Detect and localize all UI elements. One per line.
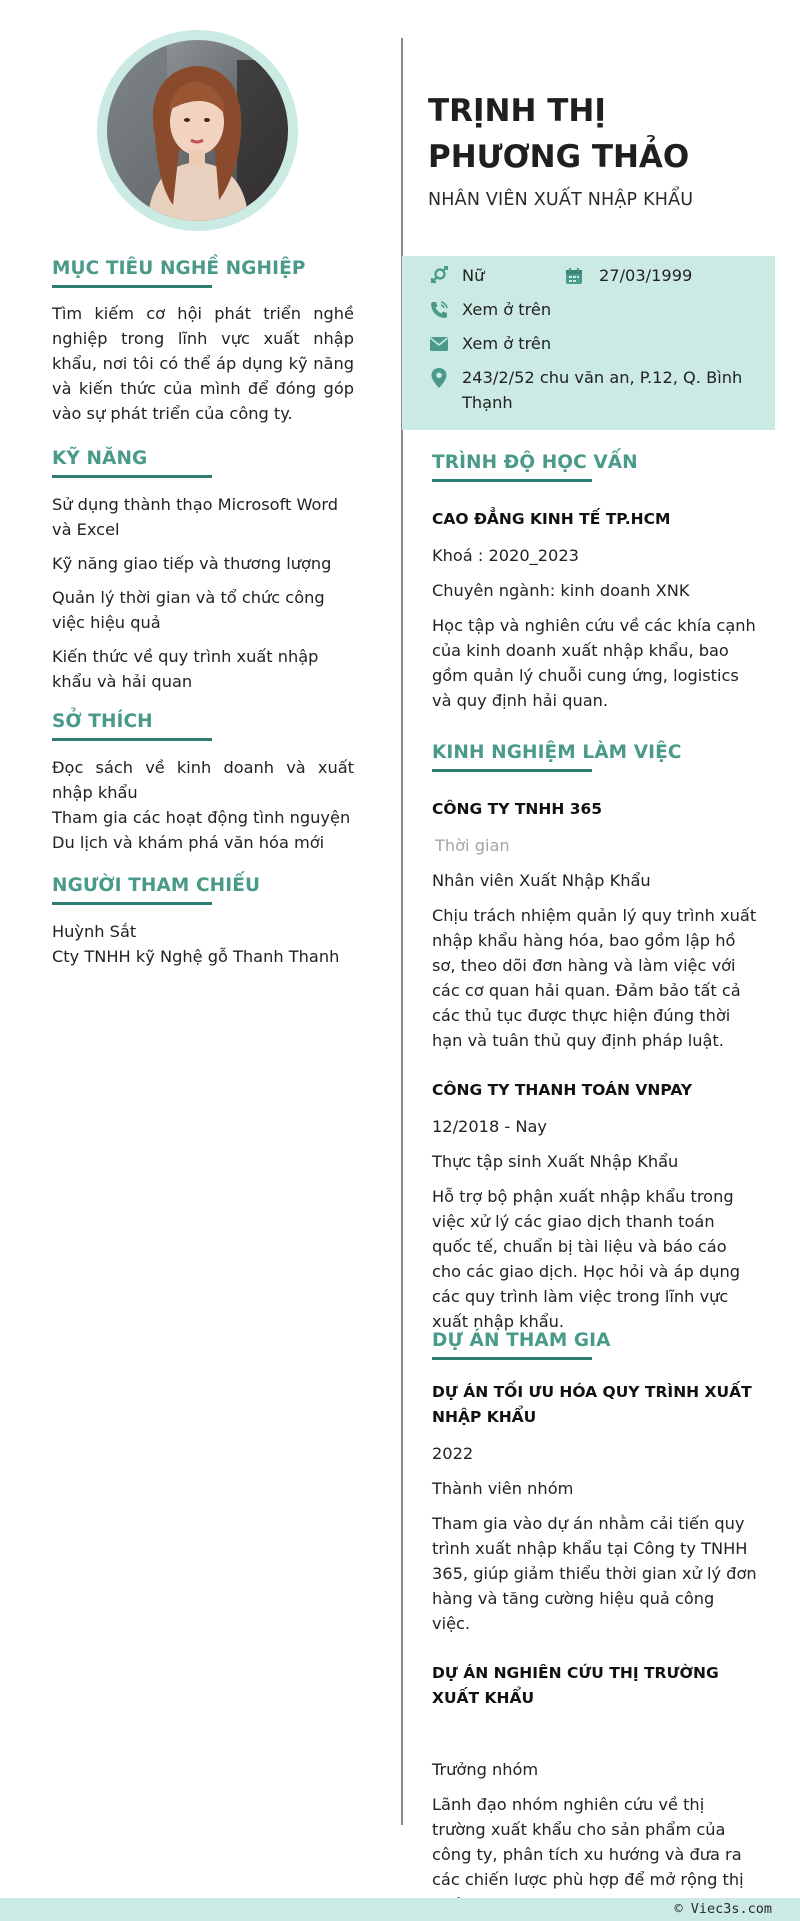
objective-text: Tìm kiếm cơ hội phát triển nghề nghiệp trong lĩnh vực xuất nhập khẩu, nơi tôi có thể áp dụng kỹ năng và kiến thức của mình để đóng góp vào sự phát triển của công ty. [52, 304, 354, 423]
avatar [107, 40, 288, 221]
section-underline [432, 769, 592, 772]
education-major: Chuyên ngành: kinh doanh XNK [432, 581, 690, 600]
hobby-item: Đọc sách về kinh doanh và xuất nhập khẩu [52, 758, 354, 802]
hobbies-title: SỞ THÍCH [52, 711, 153, 732]
project-name: DỰ ÁN TỐI ƯU HÓA QUY TRÌNH XUẤT NHẬP KHẨU [432, 1383, 752, 1426]
skills-list [52, 492, 354, 694]
experience-section [432, 742, 757, 1334]
references-section [52, 875, 354, 969]
job-time: 12/2018 - Nay [432, 1117, 547, 1136]
hobby-item: Tham gia các hoạt động tình nguyện [52, 808, 351, 827]
experience-title: KINH NGHIỆM LÀM VIỆC [432, 742, 682, 763]
hobbies-list [52, 755, 354, 855]
section-underline [52, 738, 212, 741]
education-description: Học tập và nghiên cứu về các khía cạnh của kinh doanh xuất nhập khẩu, bao gồm quản lý chuỗi cung ứng, logistics và quy định hải quan. [432, 616, 756, 710]
job-time: Thời gian [435, 836, 510, 855]
projects-section [432, 1330, 757, 1917]
project-role: Trưởng nhóm [432, 1760, 539, 1779]
education-course: Khoá : 2020_2023 [432, 546, 579, 565]
address-value: 243/2/52 chu văn an, P.12, Q. Bình Thạnh [462, 368, 743, 412]
project-role: Thành viên nhóm [432, 1479, 574, 1498]
avatar-frame [97, 30, 298, 231]
birthdate-value: 27/03/1999 [599, 266, 693, 285]
project-description: Lãnh đạo nhóm nghiên cứu về thị trường xuất khẩu cho sản phẩm của công ty, phân tích xu hướng và đưa ra các chiến lược phù hợp để mở rộng thị [432, 1795, 744, 1889]
skill-item: Quản lý thời gian và tổ chức công việc hiệu quả [52, 588, 325, 632]
job-entry [432, 1078, 757, 1334]
school-name: CAO ĐẲNG KINH TẾ TP.HCM [432, 510, 671, 528]
email-icon [428, 333, 450, 355]
project-entry [432, 1380, 757, 1636]
footer [0, 1898, 800, 1921]
reference-company: Cty TNHH kỹ Nghệ gỗ Thanh Thanh [52, 947, 340, 966]
references-title: NGƯỜI THAM CHIẾU [52, 875, 261, 896]
project-entry [432, 1661, 757, 1917]
portrait-photo [107, 40, 288, 221]
email-value: Xem ở trên [462, 334, 552, 353]
section-underline [52, 902, 212, 905]
skills-title: KỸ NĂNG [52, 448, 148, 469]
objective-section [52, 258, 354, 426]
job-company: CÔNG TY TNHH 365 [432, 800, 603, 818]
section-underline [52, 475, 212, 478]
project-time: 2022 [432, 1444, 474, 1463]
project-time [432, 1722, 757, 1747]
education-section [432, 452, 757, 713]
phone-value: Xem ở trên [462, 300, 552, 319]
reference-name: Huỳnh Sắt [52, 922, 137, 941]
gender-icon [428, 265, 450, 287]
contact-panel [402, 256, 775, 430]
gender-value: Nữ [462, 266, 485, 285]
skill-item: Kỹ năng giao tiếp và thương lượng [52, 554, 332, 573]
candidate-name: TRỊNH THỊ PHƯƠNG THẢO [428, 93, 690, 175]
job-role: Nhân viên Xuất Nhập Khẩu [432, 871, 651, 890]
candidate-position: NHÂN VIÊN XUẤT NHẬP KHẨU [428, 190, 694, 210]
section-underline [432, 1357, 592, 1360]
objective-title: MỤC TIÊU NGHỀ NGHIỆP [52, 258, 306, 279]
location-pin-icon [428, 367, 450, 389]
projects-title: DỰ ÁN THAM GIA [432, 1330, 611, 1351]
job-entry [432, 797, 757, 1053]
section-underline [432, 479, 592, 482]
skill-item: Sử dụng thành thạo Microsoft Word và Excel [52, 495, 339, 539]
footer-credit: © Viec3s.com [674, 1901, 772, 1917]
job-description: Hỗ trợ bộ phận xuất nhập khẩu trong việc xử lý các giao dịch thanh toán quốc tế, chuẩn bị tài liệu và báo cáo cho các giao dịch. Học hỏi và áp dụng các quy trình làm việc trong lĩnh vực xuất nhập khẩu. [432, 1187, 741, 1331]
hobby-item: Du lịch và khám phá văn hóa mới [52, 833, 325, 852]
calendar-icon [563, 265, 585, 287]
section-underline [52, 285, 212, 288]
job-description: Chịu trách nhiệm quản lý quy trình xuất nhập khẩu hàng hóa, bao gồm lập hồ sơ, theo dõi đơn hàng và làm việc với các cơ quan hải quan. Đảm bảo tất cả các thủ tục được thực hiện đúng thời hạn và tuân thủ quy định pháp luật. [432, 906, 757, 1050]
project-description: Tham gia vào dự án nhằm cải tiến quy trình xuất nhập khẩu tại Công ty TNHH 365, giúp giảm thiểu thời gian xử lý đơn hàng và tăng cường hiệu quả công việc. [432, 1514, 757, 1633]
skills-section [52, 448, 354, 694]
project-name: DỰ ÁN NGHIÊN CỨU THỊ TRƯỜNG XUẤT KHẨU [432, 1664, 719, 1707]
skill-item: Kiến thức về quy trình xuất nhập khẩu và hải quan [52, 647, 319, 691]
header [428, 88, 758, 210]
hobbies-section [52, 711, 354, 855]
education-title: TRÌNH ĐỘ HỌC VẤN [432, 452, 638, 473]
job-company: CÔNG TY THANH TOÁN VNPAY [432, 1081, 693, 1099]
job-role: Thực tập sinh Xuất Nhập Khẩu [432, 1152, 679, 1171]
phone-icon [428, 299, 450, 321]
